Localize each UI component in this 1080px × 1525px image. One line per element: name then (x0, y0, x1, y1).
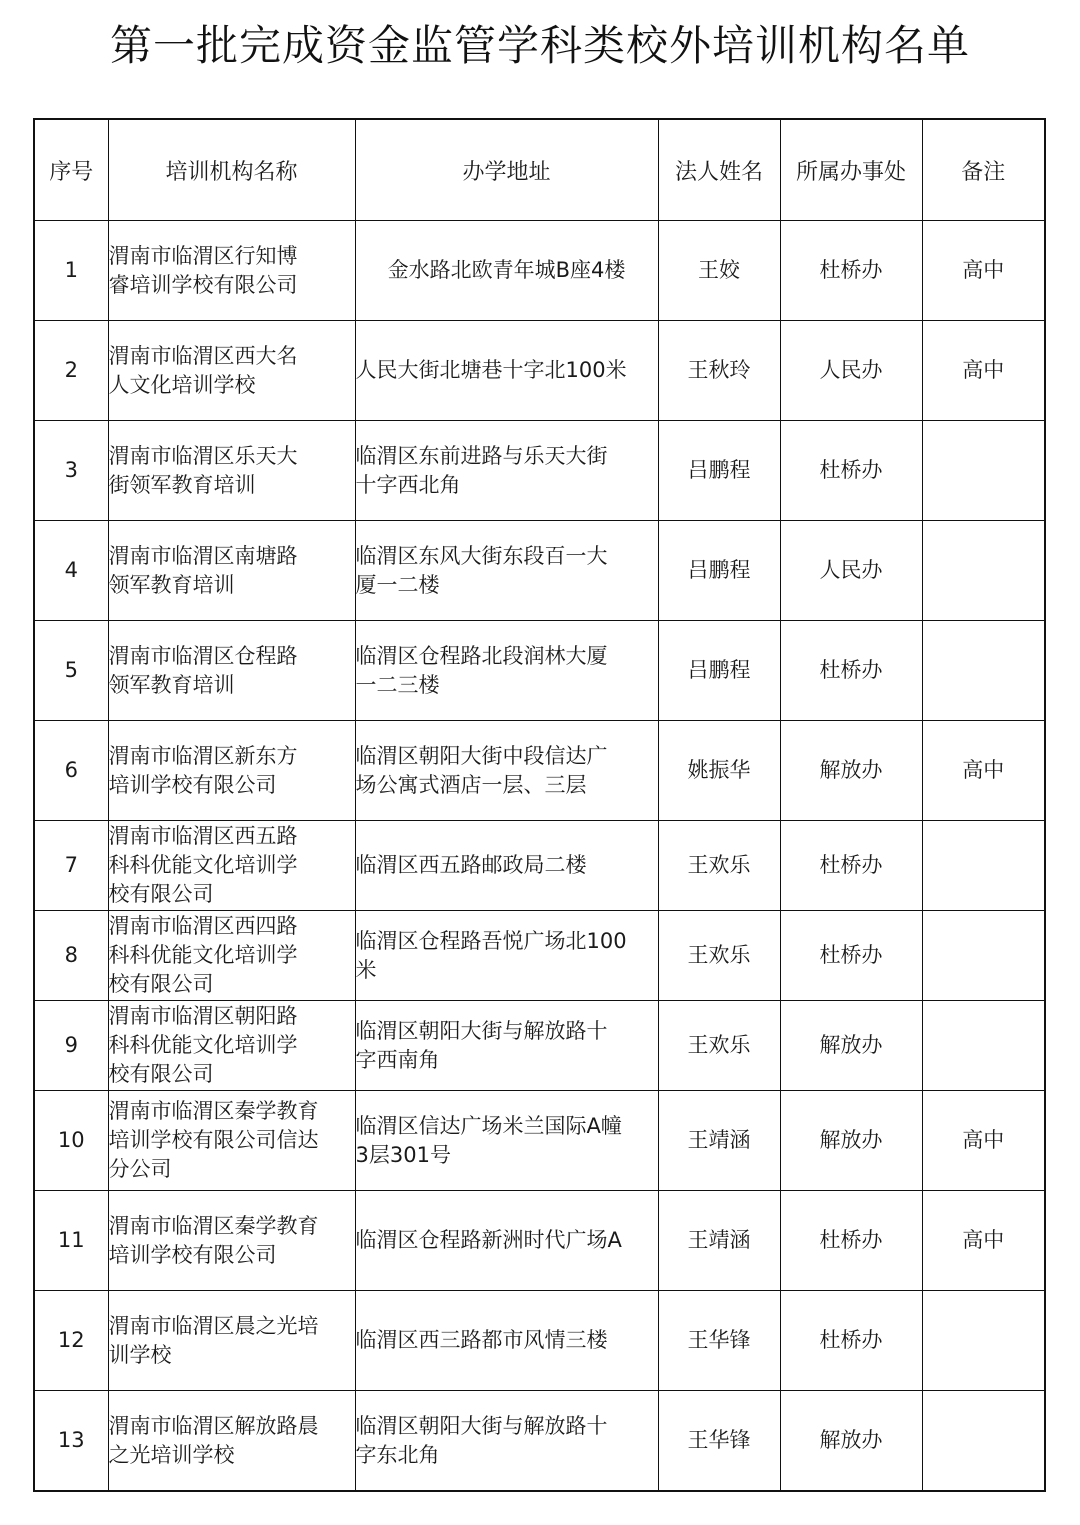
cell-address-text: 金水路北欧青年城B座4楼 (387, 258, 626, 282)
table-row (34, 1291, 1045, 1391)
cell-address (355, 721, 658, 821)
table-row (34, 521, 1045, 621)
cell-address (355, 1391, 658, 1492)
cell-name-text: 渭南市临渭区仓程路 领军教育培训 (108, 643, 298, 697)
cell-person: 吕鹏程 (658, 621, 780, 721)
cell-person: 王欢乐 (658, 821, 780, 911)
cell-name (108, 1091, 355, 1191)
cell-address (355, 1191, 658, 1291)
cell-office: 杜桥办 (780, 911, 922, 1001)
cell-name (108, 1291, 355, 1391)
cell-no: 8 (34, 911, 108, 1001)
cell-address (355, 321, 658, 421)
cell-name (108, 1191, 355, 1291)
cell-address (355, 221, 658, 321)
cell-office: 杜桥办 (780, 221, 922, 321)
cell-no: 12 (34, 1291, 108, 1391)
cell-note: 高中 (922, 721, 1045, 821)
table-row (34, 911, 1045, 1001)
header-person: 法人姓名 (658, 119, 780, 221)
cell-address (355, 911, 658, 1001)
cell-address (355, 1001, 658, 1091)
cell-name (108, 821, 355, 911)
cell-no: 1 (34, 221, 108, 321)
cell-name-text: 渭南市临渭区南塘路 领军教育培训 (108, 543, 298, 597)
cell-name (108, 221, 355, 321)
cell-name-text: 渭南市临渭区西五路 科科优能文化培训学 校有限公司 (108, 824, 298, 906)
cell-no: 10 (34, 1091, 108, 1191)
cell-person: 王秋玲 (658, 321, 780, 421)
cell-no: 7 (34, 821, 108, 911)
cell-office: 杜桥办 (780, 421, 922, 521)
cell-no: 9 (34, 1001, 108, 1091)
cell-no: 5 (34, 621, 108, 721)
cell-person: 王欢乐 (658, 911, 780, 1001)
cell-address-text: 临渭区仓程路新洲时代广场A (355, 1228, 622, 1252)
cell-no: 2 (34, 321, 108, 421)
cell-name-text: 渭南市临渭区乐天大 街领军教育培训 (108, 443, 298, 497)
cell-name (108, 1391, 355, 1492)
cell-address-text: 临渭区朝阳大街中段信达广 场公寓式酒店一层、三层 (355, 743, 608, 797)
cell-address (355, 521, 658, 621)
institution-table (33, 118, 1046, 1492)
table-row (34, 1191, 1045, 1291)
table-row (34, 421, 1045, 521)
cell-address (355, 421, 658, 521)
cell-office: 解放办 (780, 1091, 922, 1191)
cell-no: 11 (34, 1191, 108, 1291)
cell-office: 杜桥办 (780, 1191, 922, 1291)
table-row (34, 621, 1045, 721)
cell-address-text: 临渭区东风大街东段百一大 厦一二楼 (355, 543, 608, 597)
cell-name (108, 421, 355, 521)
cell-name-text: 渭南市临渭区西四路 科科优能文化培训学 校有限公司 (108, 914, 298, 996)
cell-person: 王欢乐 (658, 1001, 780, 1091)
cell-name-text: 渭南市临渭区秦学教育 培训学校有限公司信达 分公司 (108, 1099, 319, 1181)
cell-name (108, 521, 355, 621)
cell-office: 杜桥办 (780, 621, 922, 721)
cell-office: 解放办 (780, 1391, 922, 1492)
cell-name (108, 321, 355, 421)
cell-note (922, 1391, 1045, 1492)
table-row (34, 1091, 1045, 1191)
cell-no: 6 (34, 721, 108, 821)
cell-address-text: 人民大街北塘巷十字北100米 (355, 358, 627, 382)
cell-person: 王姣 (658, 221, 780, 321)
cell-note (922, 1291, 1045, 1391)
cell-name (108, 911, 355, 1001)
table-row (34, 821, 1045, 911)
cell-note (922, 821, 1045, 911)
cell-person: 吕鹏程 (658, 521, 780, 621)
cell-address-text: 临渭区西三路都市风情三楼 (355, 1328, 608, 1352)
cell-note: 高中 (922, 1191, 1045, 1291)
cell-address-text: 临渭区西五路邮政局二楼 (355, 853, 587, 877)
cell-person: 吕鹏程 (658, 421, 780, 521)
cell-person: 王华锋 (658, 1391, 780, 1492)
cell-person: 姚振华 (658, 721, 780, 821)
header-office: 所属办事处 (780, 119, 922, 221)
table-row (34, 221, 1045, 321)
cell-note (922, 621, 1045, 721)
cell-no: 4 (34, 521, 108, 621)
table-row (34, 1391, 1045, 1492)
cell-address (355, 1091, 658, 1191)
cell-office: 解放办 (780, 1001, 922, 1091)
cell-person: 王靖涵 (658, 1091, 780, 1191)
cell-office: 杜桥办 (780, 821, 922, 911)
table-row (34, 721, 1045, 821)
cell-person: 王靖涵 (658, 1191, 780, 1291)
cell-name (108, 621, 355, 721)
cell-office: 人民办 (780, 521, 922, 621)
cell-note (922, 1001, 1045, 1091)
cell-name (108, 1001, 355, 1091)
cell-address (355, 621, 658, 721)
cell-name (108, 721, 355, 821)
cell-name-text: 渭南市临渭区解放路晨 之光培训学校 (108, 1413, 319, 1467)
cell-address (355, 821, 658, 911)
cell-address (355, 1291, 658, 1391)
cell-name-text: 渭南市临渭区晨之光培 训学校 (108, 1313, 319, 1367)
cell-address-text: 临渭区信达广场米兰国际A幢 3层301号 (355, 1113, 622, 1167)
cell-address-text: 临渭区仓程路吾悦广场北100 米 (355, 928, 627, 982)
table-row (34, 1001, 1045, 1091)
header-note: 备注 (922, 119, 1045, 221)
cell-note: 高中 (922, 1091, 1045, 1191)
header-no: 序号 (34, 119, 108, 221)
cell-no: 13 (34, 1391, 108, 1492)
header-name: 培训机构名称 (108, 119, 355, 221)
header-address: 办学地址 (355, 119, 658, 221)
cell-office: 解放办 (780, 721, 922, 821)
cell-person: 王华锋 (658, 1291, 780, 1391)
cell-address-text: 临渭区仓程路北段润林大厦 一二三楼 (355, 643, 608, 697)
cell-note: 高中 (922, 321, 1045, 421)
cell-no: 3 (34, 421, 108, 521)
header-row (34, 119, 1045, 221)
cell-office: 人民办 (780, 321, 922, 421)
document-title: 第一批完成资金监管学科类校外培训机构名单 (109, 21, 970, 70)
cell-note (922, 911, 1045, 1001)
cell-note (922, 421, 1045, 521)
cell-name-text: 渭南市临渭区朝阳路 科科优能文化培训学 校有限公司 (108, 1004, 298, 1086)
cell-name-text: 渭南市临渭区行知博 睿培训学校有限公司 (108, 243, 298, 297)
cell-address-text: 临渭区朝阳大街与解放路十 字西南角 (355, 1018, 608, 1072)
cell-name-text: 渭南市临渭区西大名 人文化培训学校 (108, 343, 298, 397)
cell-note (922, 521, 1045, 621)
cell-address-text: 临渭区东前进路与乐天大街 十字西北角 (355, 443, 608, 497)
cell-address-text: 临渭区朝阳大街与解放路十 字东北角 (355, 1413, 608, 1467)
cell-name-text: 渭南市临渭区新东方 培训学校有限公司 (108, 743, 298, 797)
cell-note: 高中 (922, 221, 1045, 321)
cell-office: 杜桥办 (780, 1291, 922, 1391)
cell-name-text: 渭南市临渭区秦学教育 培训学校有限公司 (108, 1213, 319, 1267)
table-row (34, 321, 1045, 421)
